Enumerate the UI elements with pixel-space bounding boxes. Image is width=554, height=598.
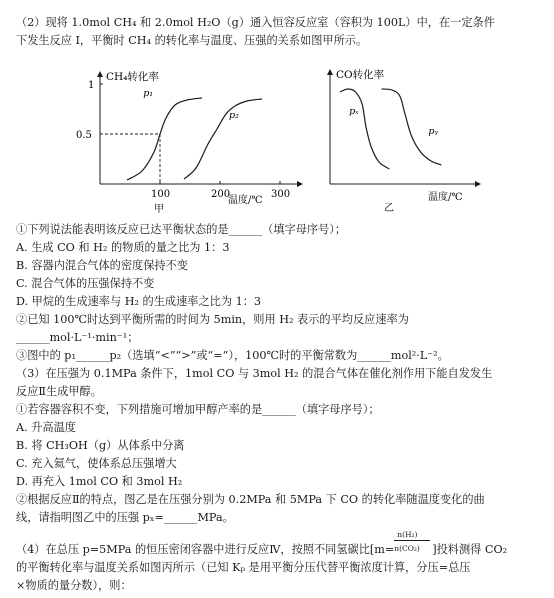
q2-s1-option-d: D. 甲烷的生成速率与 H₂ 的生成速率之比为 1：3	[16, 295, 262, 308]
series-label: pᵧ	[428, 126, 439, 137]
chart-yi-ylabel: CO转化率	[336, 69, 385, 81]
q3-s1-option-c: C. 充入氦气，使体系总压强增大	[16, 457, 177, 470]
q3-s2-line-1: ②根据反应Ⅱ的特点，图乙是在压强分别为 0.2MPa 和 5MPa 下 CO 的转化率随温度变化的曲	[16, 493, 485, 506]
series-label: p₁	[143, 88, 154, 99]
q2-s1-option-c: C. 混合气体的压强保持不变	[16, 277, 155, 290]
q2-s3: ③图中的 p₁______p₂（选填“<”“>”或“=”），100℃时的平衡常数为______mol²·L⁻²。	[16, 349, 449, 362]
series-label: p₂	[229, 110, 239, 121]
q3-intro-line-2: 反应Ⅱ生成甲醇。	[16, 385, 102, 398]
q2-s2-line-1: ②已知 100℃时达到平衡所需的时间为 5min，则用 H₂ 表示的平均反应速率为	[16, 313, 409, 326]
chart-yi-xlabel: 温度/℃	[428, 192, 463, 203]
q4-line-1	[16, 530, 508, 557]
q3-s1-option-b: B. 将 CH₃OH（g）从体系中分离	[16, 439, 185, 452]
q2-s2-line-2: ______mol·L⁻¹·min⁻¹；	[16, 331, 139, 344]
q2-s1-option-a: A. 生成 CO 和 H₂ 的物质的量之比为 1：3	[16, 241, 230, 254]
q4-line-1-suffix: ]投料测得 CO₂	[432, 543, 508, 556]
fraction-numerator: n(H₂)	[397, 530, 418, 539]
q4-line-1-prefix: （4）在总压 p=5MPa 的恒压密闭容器中进行反应Ⅳ，按照不同氢碳比[m=	[16, 543, 395, 556]
y-tick-label: 1	[88, 80, 95, 91]
chart-jia-ylabel: CH₄转化率	[106, 71, 159, 83]
x-tick-label: 200	[211, 189, 231, 200]
chart-jia	[60, 64, 310, 214]
q3-s1: ①若容器容积不变，下列措施可增加甲醇产率的是______（填字母序号）；	[16, 403, 380, 416]
series-label: pₓ	[349, 106, 359, 117]
q3-s1-option-a: A. 升高温度	[16, 421, 76, 434]
q2-intro-line-2: 下发生反应 I，平衡时 CH₄ 的转化率与温度、压强的关系如图甲所示。	[16, 34, 368, 47]
fraction-denominator: n(CO₂)	[394, 544, 420, 553]
q3-s1-option-d: D. 再充入 1mol CO 和 3mol H₂	[16, 475, 183, 488]
x-tick-label: 300	[271, 189, 291, 200]
chart-yi-title: 乙	[384, 203, 394, 214]
chart-yi	[320, 62, 490, 214]
q4-line-3: ×物质的量分数），则：	[16, 579, 132, 592]
q3-intro-line-1: （3）在压强为 0.1MPa 条件下，1mol CO 与 3mol H₂ 的混合气体在催化剂作用下能自发发生	[16, 367, 493, 380]
chart-jia-title: 甲	[154, 204, 164, 214]
q2-s1-option-b: B. 容器内混合气体的密度保持不变	[16, 259, 188, 272]
q2-intro-line-1: （2）现将 1.0mol CH₄ 和 2.0mol H₂O（g）通入恒容反应室（容积为 100L）中，在一定条件	[16, 16, 495, 29]
series-line-2	[184, 99, 262, 179]
series-line-1	[340, 89, 389, 169]
q2-s1: ①下列说法能表明该反应已达平衡状态的是______（填字母序号）；	[16, 223, 347, 236]
chart-jia-xlabel: 温度/℃	[228, 195, 263, 206]
y-tick-label: 0.5	[76, 130, 92, 141]
x-tick-label: 100	[151, 189, 171, 200]
q3-s2-line-2: 线，请指明图乙中的压强 pₓ=______MPa。	[16, 511, 234, 524]
series-line-1	[127, 98, 202, 180]
q4-line-2: 的平衡转化率与温度关系如图丙所示（已知 Kₚ 是用平衡分压代替平衡浓度计算，分压=总压	[16, 561, 471, 574]
hydrogen-carbon-ratio-fraction	[394, 530, 432, 557]
fraction-bar	[394, 540, 430, 541]
